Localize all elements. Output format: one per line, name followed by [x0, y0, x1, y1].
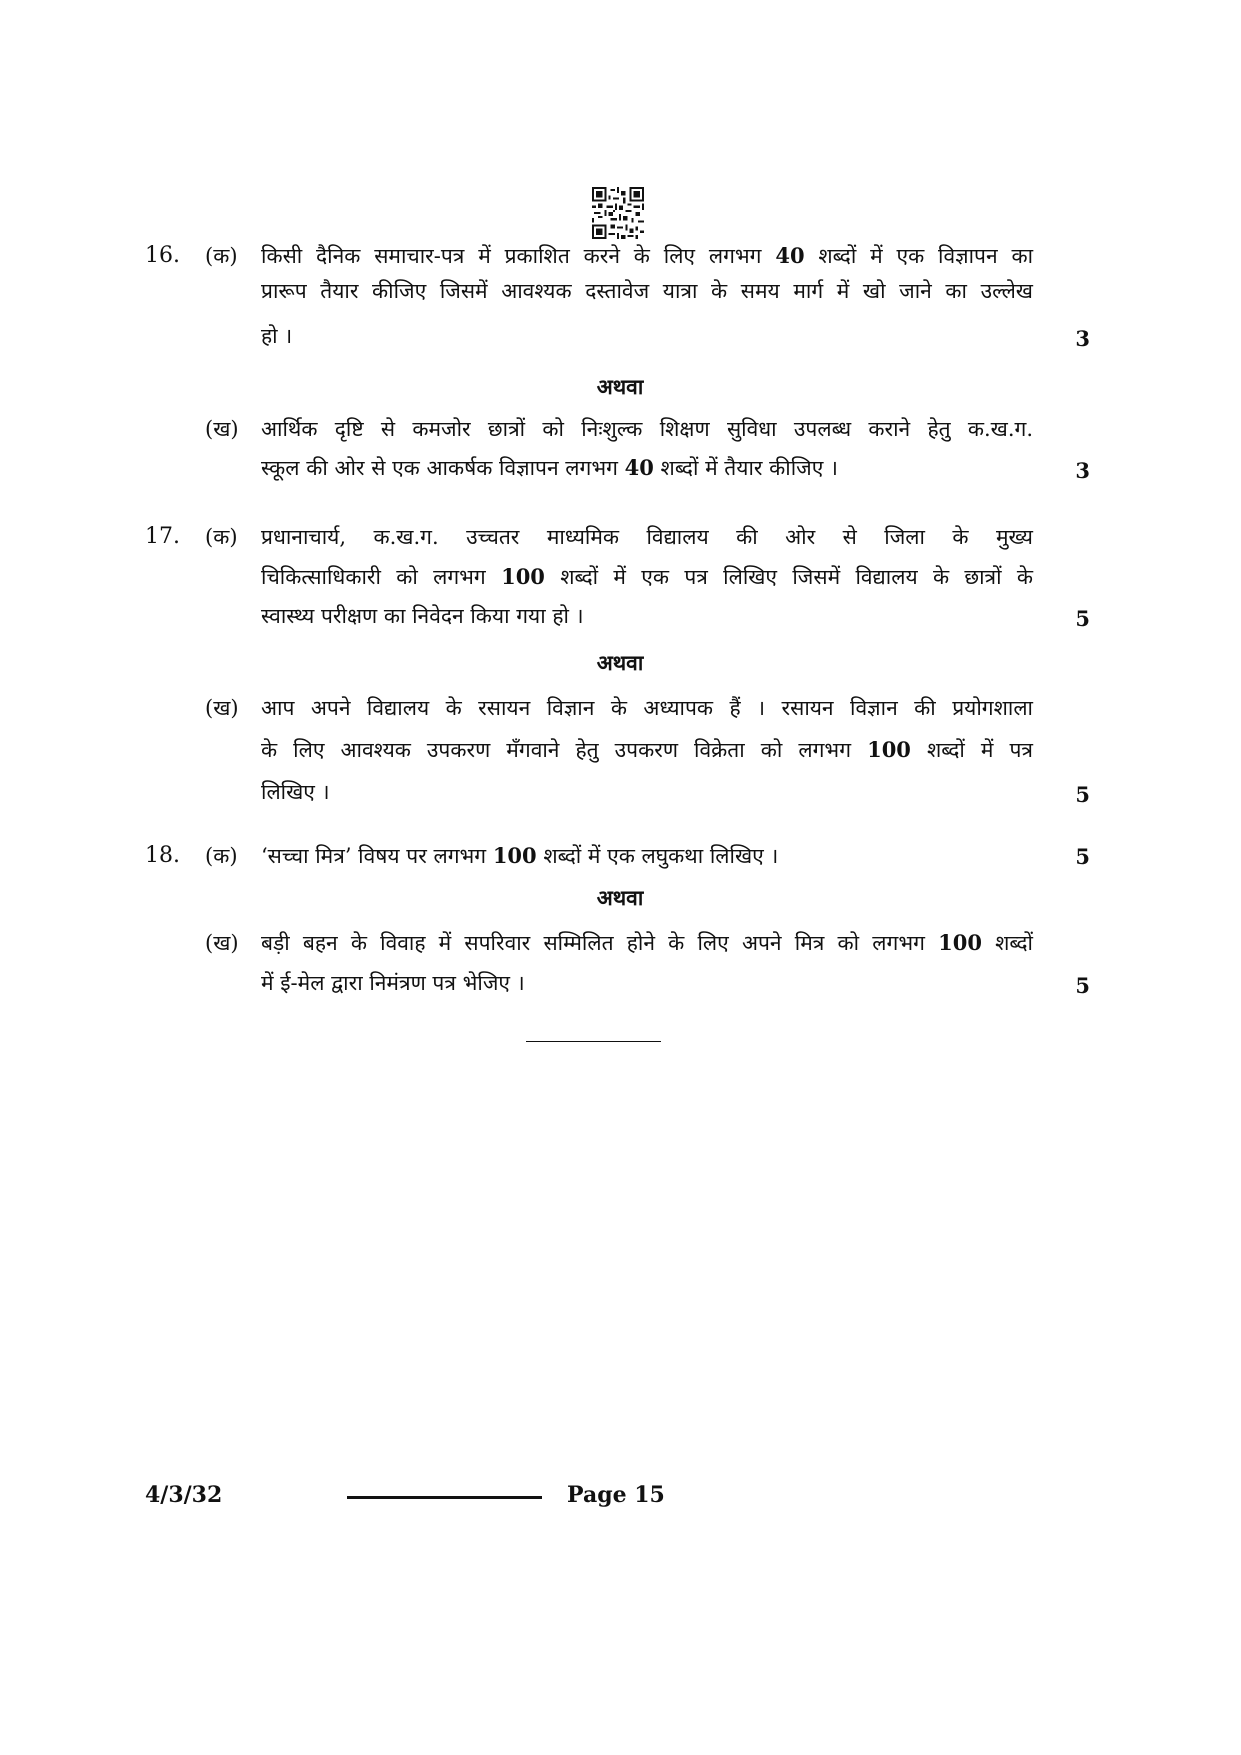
end-divider — [526, 1041, 661, 1042]
question-text-line: किसी दैनिक समाचार-पत्र में प्रकाशित करने के लिए लगभग 40 शब्दों में एक विज्ञापन का — [261, 243, 1034, 268]
question-number: 16. — [145, 243, 180, 268]
question-text-line: चिकित्साधिकारी को लगभग 100 शब्दों में एक पत्र लिखिए जिसमें विद्यालय के छात्रों के — [261, 564, 1034, 589]
question-number: 17. — [145, 524, 180, 549]
question-text-line: में ई-मेल द्वारा निमंत्रण पत्र भेजिए । — [261, 971, 525, 995]
option-label-a: (क) — [205, 525, 238, 549]
marks: 5 — [1075, 606, 1090, 631]
footer-divider — [347, 1496, 542, 1499]
question-text-line: प्रधानाचार्य, क.ख.ग. उच्चतर माध्यमिक विद्यालय की ओर से जिला के मुख्य — [261, 525, 1033, 549]
question-text-line: स्कूल की ओर से एक आकर्षक विज्ञापन लगभग 40 शब्दों में तैयार कीजिए । — [261, 455, 838, 480]
marks: 3 — [1075, 326, 1090, 351]
or-divider-label: अथवा — [596, 885, 644, 910]
question-text-line: के लिए आवश्यक उपकरण मँगवाने हेतु उपकरण विक्रेता को लगभग 100 शब्दों में पत्र — [261, 737, 1034, 762]
marks: 3 — [1075, 458, 1090, 483]
page-number: Page 15 — [567, 1482, 665, 1508]
option-label-b: (ख) — [205, 696, 239, 720]
paper-code: 4/3/32 — [145, 1482, 223, 1508]
option-label-a: (क) — [205, 844, 238, 868]
option-label-b: (ख) — [205, 417, 239, 441]
question-text-line: हो । — [261, 324, 293, 348]
question-text-line: लिखिए । — [261, 780, 330, 804]
question-number: 18. — [145, 843, 180, 868]
marks: 5 — [1075, 973, 1090, 998]
question-text-line: आप अपने विद्यालय के रसायन विज्ञान के अध्यापक हैं । रसायन विज्ञान की प्रयोगशाला — [261, 696, 1033, 720]
marks: 5 — [1075, 844, 1090, 869]
or-divider-label: अथवा — [596, 374, 644, 399]
option-label-b: (ख) — [205, 931, 239, 955]
marks: 5 — [1075, 782, 1090, 807]
option-label-a: (क) — [205, 244, 238, 268]
question-text-line: ‘सच्चा मित्र’ विषय पर लगभग 100 शब्दों में एक लघुकथा लिखिए । — [261, 843, 779, 868]
question-text-line: प्रारूप तैयार कीजिए जिसमें आवश्यक दस्तावेज यात्रा के समय मार्ग में खो जाने का उल्लेख — [261, 279, 1033, 303]
question-text-line: आर्थिक दृष्टि से कमजोर छात्रों को निःशुल्क शिक्षण सुविधा उपलब्ध कराने हेतु क.ख.ग. — [261, 417, 1033, 441]
question-text-line: स्वास्थ्य परीक्षण का निवेदन किया गया हो । — [261, 604, 584, 628]
or-divider-label: अथवा — [596, 650, 644, 675]
question-text-line: बड़ी बहन के विवाह में सपरिवार सम्मिलित होने के लिए अपने मित्र को लगभग 100 शब्दों — [261, 930, 1033, 955]
qr-code-icon — [592, 187, 644, 239]
